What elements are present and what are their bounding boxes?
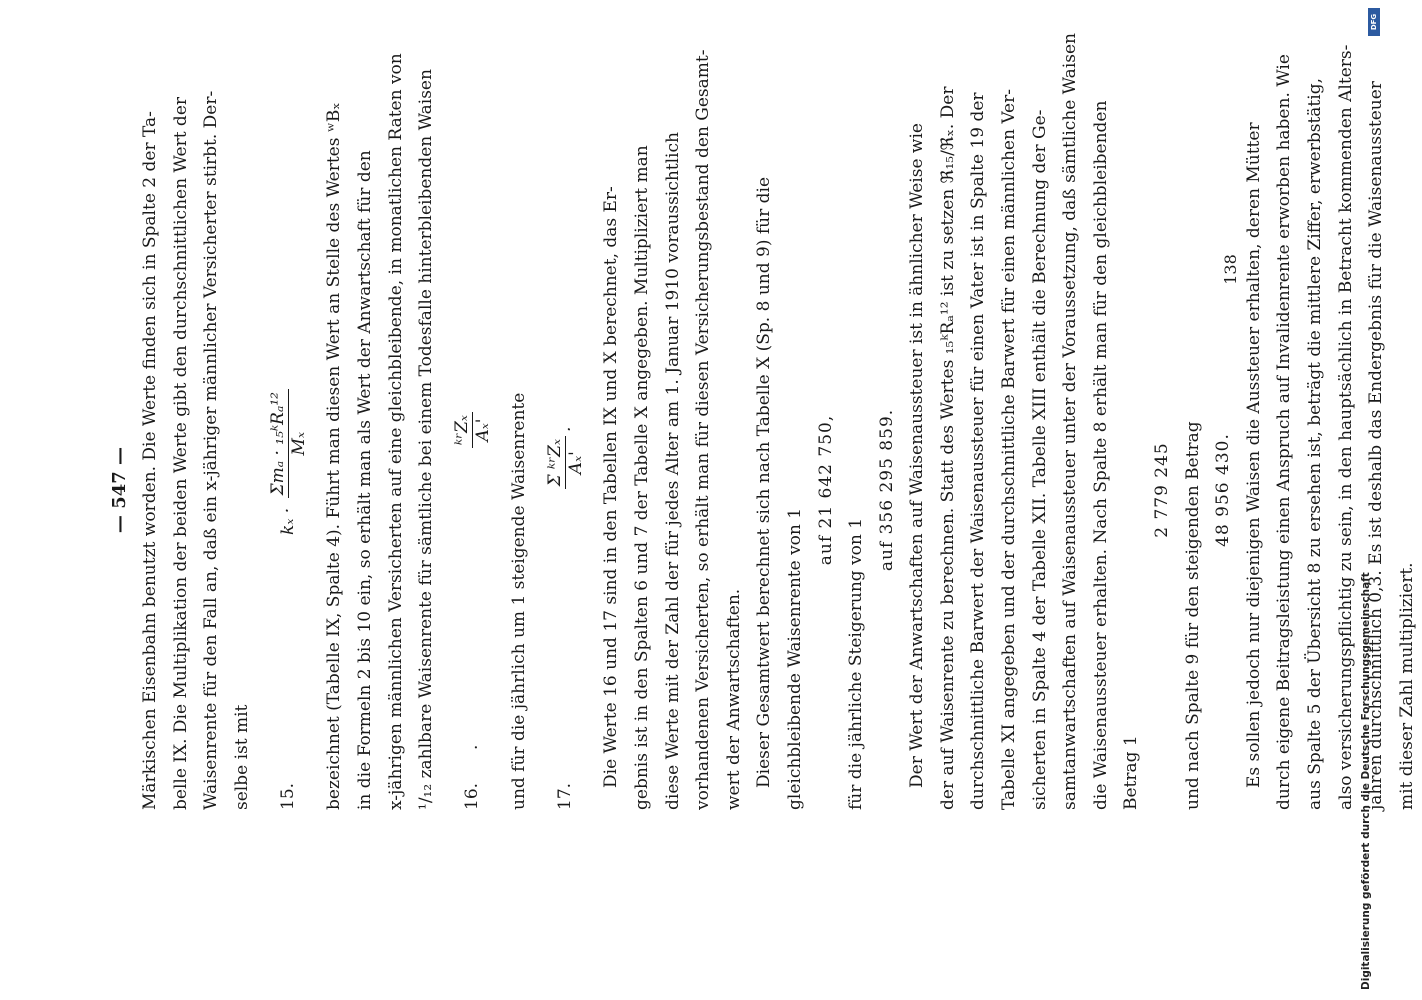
text-line: Betrag 1 (1121, 735, 1142, 810)
text-line: belle IX. Die Multiplikation der beiden Werte gibt den durchschnittlichen Wert der (170, 96, 191, 810)
amount-line: auf 21 642 750, (815, 414, 836, 566)
formula-number: 15. (278, 782, 299, 810)
page-header: — 547 — (109, 446, 130, 534)
fraction-numerator: Σmₐ · ₁₅ᵏRₐ¹² (268, 389, 289, 498)
text-line: vorhandenen Versicherten, so erhält man für diesen Versicherungsbestand den Gesamt- (693, 49, 714, 810)
formula-number: 16. (462, 782, 483, 810)
text-line: sicherten in Spalte 4 der Tabelle XII. Tabelle XIII enthält die Berechnung der Ge- (1029, 109, 1050, 810)
formula-fraction (545, 436, 586, 489)
dfg-logo-text: DFG (1370, 13, 1378, 31)
amount-line: auf 356 295 859. (876, 408, 897, 572)
formula-17 (534, 170, 596, 810)
formula-fraction (452, 412, 493, 448)
formula-fraction (268, 389, 309, 498)
text-line: die Waisenaussteuer erhalten. Nach Spalte 8 erhält man für den gleichbleibenden (1090, 100, 1111, 810)
text-line: Tabelle XI angegeben und der durchschnittliche Barwert für einen männlichen Ver- (999, 89, 1020, 810)
text-line: und nach Spalte 9 für den steigenden Betrag (1182, 421, 1203, 810)
text-line: also versicherungspflichtig zu sein, in den hauptsächlich in Betracht kommenden Alters- (1335, 44, 1356, 810)
footer-page-number: 138 (1220, 254, 1240, 285)
text-line: der auf Waisenrente zu berechnen. Statt des Wertes ₁₅ᵏRₐ¹² ist zu setzen ℜ₁₅/ℜₓ. Der (937, 86, 958, 810)
text-line: gleichbleibende Waisenrente von 1 (784, 507, 805, 810)
text-line: x-jährigen männlichen Versicherten auf eine gleichbleibende, in monatlichen Raten von (385, 53, 406, 810)
text-line: Es sollen jedoch nur diejenigen Waisen die Aussteuer erhalten, deren Mütter (1243, 122, 1264, 788)
credit-sidebar (1320, 10, 1370, 990)
amount-line: 2 779 245 (1152, 442, 1173, 538)
text-line: Märkischen Eisenbahn benutzt worden. Die Werte finden sich in Spalte 2 der Ta- (140, 111, 160, 810)
text-line: wert der Anwartschaften. (723, 588, 744, 810)
formula-15 (257, 170, 319, 810)
text-line: in die Formeln 2 bis 10 ein, so erhält man als Wert der Anwartschaft für den (354, 150, 375, 810)
amount-line: 48 956 430. (1213, 433, 1234, 547)
text-line: und für die jährlich um 1 steigende Waisenrente (508, 392, 529, 810)
text-line: gebnis ist in den Spalten 6 und 7 der Tabelle X angegeben. Multipliziert man (631, 145, 652, 810)
fraction-denominator: Mₓ (288, 432, 309, 456)
text-line: bezeichnet (Tabelle IX, Spalte 4). Führt man diesen Wert an Stelle des Wertes ʷBₓ (324, 102, 345, 810)
dfg-logo-icon (1368, 8, 1380, 36)
fraction-denominator: Aₓ' (565, 451, 586, 475)
text-line: durch eigene Beitragsleistung einen Anspruch auf Invalidenrente erworben haben. Wie (1274, 54, 1295, 810)
text-line: aus Spalte 5 der Übersicht 8 zu ersehen ist, beträgt die mittlere Ziffer, erwerbstätig, (1305, 78, 1325, 810)
text-line: durchschnittliche Barwert der Waisenaussteuer für einen Vater ist in Spalte 19 der (968, 92, 989, 810)
formula-expression (452, 170, 493, 690)
fraction-numerator: Σ ᵏʳZₓ (545, 436, 566, 489)
formula-expression (268, 170, 309, 750)
formula-lhs: kₓ · (277, 507, 298, 535)
text-line: selbe ist mit (231, 704, 252, 810)
text-line: ¹/₁₂ zahlbare Waisenrente für sämtliche bei einem Todesfalle hinterbleibenden Waisen (416, 69, 437, 810)
formula-16 (442, 170, 504, 810)
text-line: Dieser Gesamtwert berechnet sich nach Tabelle X (Sp. 8 und 9) für die (754, 176, 775, 788)
fraction-numerator: ᵏʳZₓ (452, 412, 473, 448)
text-line: samtanwartschaften auf Waisenaussteuer unter der Voraussetzung, daß sämtliche Waisen (1060, 33, 1081, 810)
text-line: jahren durchschnittlich 0,3. Es ist deshalb das Endergebnis für die Waisenaussteuer (1366, 81, 1387, 810)
text-line: mit dieser Zahl multipliziert. (1396, 562, 1417, 810)
fraction-denominator: Aₓ' (473, 418, 494, 442)
formula-number: 17. (555, 782, 576, 810)
credit-text: Digitalisierung gefördert durch die Deutsche Forschungsgemeinschaft (1360, 572, 1372, 990)
text-line: Die Werte 16 und 17 sind in den Tabellen IX und X berechnet, das Er- (601, 186, 622, 788)
text-line: Der Wert der Anwartschaften auf Waisenaussteuer ist in ähnlicher Weise wie (907, 123, 928, 788)
text-line: Waisenrente für den Fall an, daß ein x-jähriger männlicher Versicherter stirbt. Der- (201, 90, 222, 810)
formula-dots: . (462, 744, 483, 750)
text-line: diese Werte mit der Zahl der für jedes Alter am 1. Januar 1910 voraussichtlich (662, 132, 683, 810)
text-line: für die jährliche Steigerung von 1 (846, 517, 867, 810)
formula-expression: Σ ᵏʳZₓ Aₓ' . (545, 170, 586, 750)
